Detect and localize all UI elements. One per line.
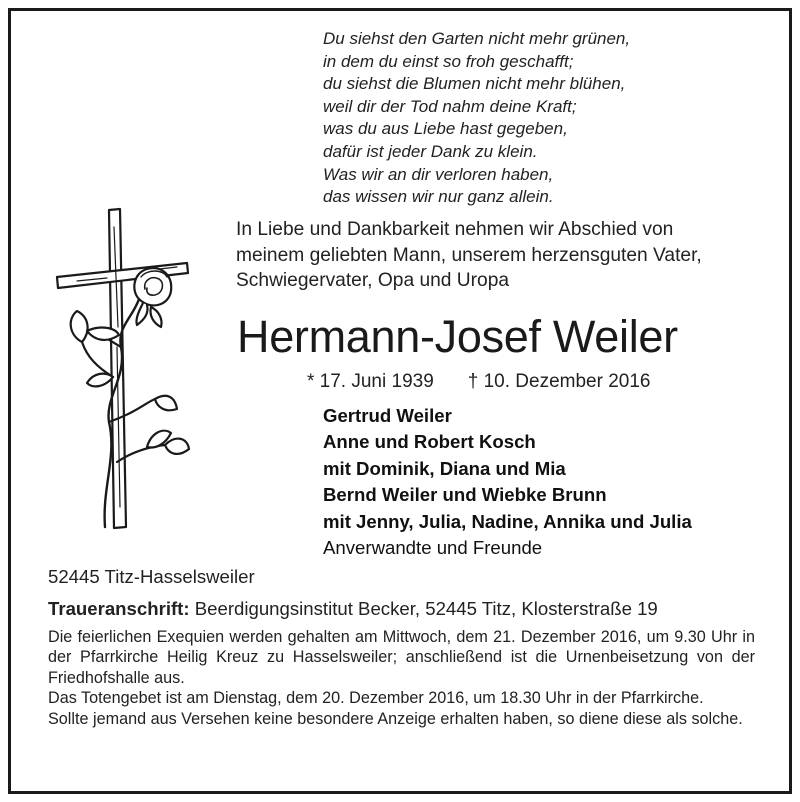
- mourner-line: mit Dominik, Diana und Mia: [323, 457, 566, 479]
- farewell-line: meinem geliebten Mann, unserem herzensguten Vater,: [236, 244, 702, 266]
- farewell-line: Schwiegervater, Opa und Uropa: [236, 270, 510, 291]
- exequien-note: Die feierlichen Exequien werden gehalten am Mittwoch, dem 21. Dezember 2016, um 9.30 Uhr in der Pfarrkirche Heilig Kreuz zu Hasselsweiler; anschließend ist die Urnenbeisetzung von der Friedhofshalle aus.: [48, 628, 755, 687]
- poem-line: Was wir an dir verloren haben,: [323, 164, 554, 184]
- service-notes: [48, 627, 755, 729]
- poem-line: Du siehst den Garten nicht mehr grünen,: [323, 29, 631, 48]
- death-date: † 10. Dezember 2016: [467, 371, 651, 392]
- totengebet-note: Das Totengebet ist am Dienstag, dem 20. Dezember 2016, um 18.30 Uhr in der Pfarrkirche.: [48, 689, 704, 708]
- anzeige-note: Sollte jemand aus Versehen keine besondere Anzeige erhalten haben, so diene diese als solche.: [48, 709, 743, 728]
- relatives-line: Anverwandte und Freunde: [323, 537, 543, 559]
- poem-line: was du aus Liebe hast gegeben,: [323, 119, 568, 139]
- address-value: Beerdigungsinstitut Becker, 52445 Titz, Klosterstraße 19: [194, 598, 658, 619]
- mourner-line: Anne und Robert Kosch: [323, 431, 536, 453]
- birth-date: * 17. Juni 1939: [307, 371, 434, 392]
- place-line: 52445 Titz-Hasselsweiler: [48, 566, 255, 587]
- farewell-line: In Liebe und Dankbarkeit nehmen wir Abschied von: [236, 219, 674, 240]
- mourners-list: [323, 403, 692, 561]
- poem-line: das wissen wir nur ganz allein.: [323, 187, 554, 207]
- poem-line: weil dir der Tod nahm deine Kraft;: [323, 96, 577, 116]
- poem-line: dafür ist jeder Dank zu klein.: [323, 141, 538, 161]
- poem-line: du siehst die Blumen nicht mehr blühen,: [323, 74, 626, 94]
- poem-line: in dem du einst so froh geschafft;: [323, 51, 574, 71]
- mourner-line: mit Jenny, Julia, Nadine, Annika und Julia: [323, 510, 692, 532]
- deceased-name: Hermann-Josef Weiler: [237, 311, 678, 362]
- farewell-text: [236, 217, 760, 294]
- mourning-address: [48, 598, 658, 620]
- obituary-notice: [8, 8, 792, 794]
- mourner-line: Gertrud Weiler: [323, 405, 452, 426]
- mourner-line: Bernd Weiler und Wiebke Brunn: [323, 484, 607, 506]
- life-dates: [307, 371, 651, 393]
- cross-with-rose-icon: [47, 207, 207, 537]
- address-label: Traueranschrift:: [48, 598, 190, 619]
- memorial-poem: [323, 28, 630, 209]
